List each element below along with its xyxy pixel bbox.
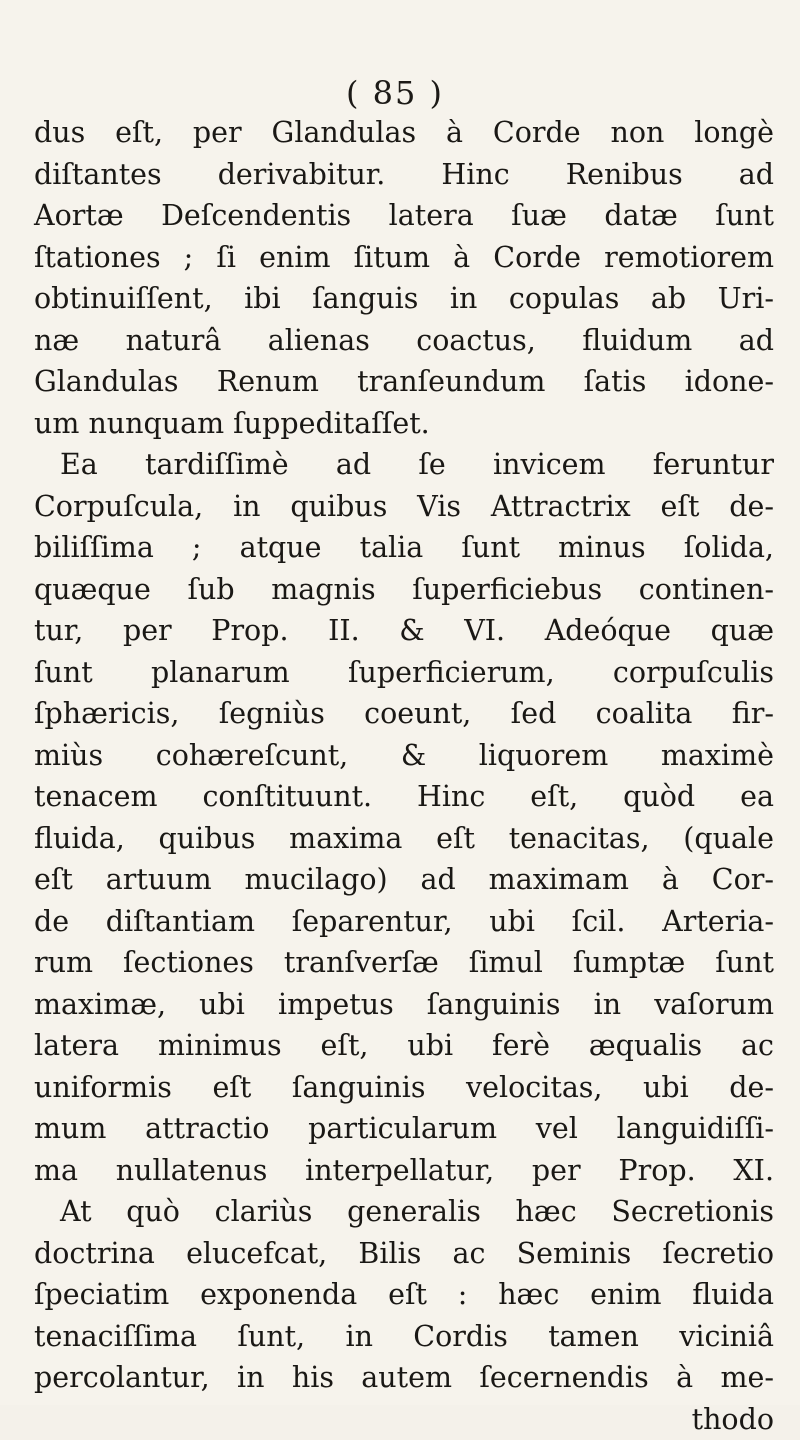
text-line: uniformis eſt ſanguinis velocitas, ubi de- (34, 1067, 774, 1109)
text-line: tenaciſſima ſunt, in Cordis tamen viciniâ (34, 1316, 774, 1358)
text-line: quæque ſub magnis ſuperficiebus continen- (34, 569, 774, 611)
text-line: tur, per Prop. II. & VI. Adeóque quæ (34, 610, 774, 652)
text-line: ſphæricis, ſegniùs coeunt, ſed coalita fir- (34, 693, 774, 735)
text-line: At quò clariùs generalis hæc Secretionis (34, 1191, 774, 1233)
text-line: Corpuſcula, in quibus Vis Attractrix eſt de- (34, 486, 774, 528)
text-line: de diſtantiam ſeparentur, ubi ſcil. Arteria- (34, 901, 774, 943)
text-line: biliſſima ; atque talia ſunt minus ſolida, (34, 527, 774, 569)
text-line: fluida, quibus maxima eſt tenacitas, (quale (34, 818, 774, 860)
body-text (34, 112, 774, 1440)
text-line: næ naturâ alienas coactus, fluidum ad (34, 320, 774, 362)
text-line: doctrina elucefcat, Bilis ac Seminis ſecretio (34, 1233, 774, 1275)
text-line: maximæ, ubi impetus ſanguinis in vaſorum (34, 984, 774, 1026)
text-line: latera minimus eſt, ubi ferè æqualis ac (34, 1025, 774, 1067)
text-line: um nunquam ſuppeditaſſet. (34, 403, 774, 445)
text-line: diſtantes derivabitur. Hinc Renibus ad (34, 154, 774, 196)
text-line: percolantur, in his autem ſecernendis à me- (34, 1357, 774, 1399)
text-line: mum attractio particularum vel languidiſſi- (34, 1108, 774, 1150)
text-line: rum ſectiones tranſverſæ ſimul ſumptæ ſunt (34, 942, 774, 984)
text-line: ma nullatenus interpellatur, per Prop. XI. (34, 1150, 774, 1192)
text-line: ſpeciatim exponenda eſt : hæc enim fluida (34, 1274, 774, 1316)
text-line: dus eſt, per Glandulas à Corde non longè (34, 112, 774, 154)
catchword: thodo (34, 1399, 774, 1440)
text-line: Ea tardiſſimè ad ſe invicem feruntur (34, 444, 774, 486)
text-line: ſtationes ; ſi enim ſitum à Corde remotiorem (34, 237, 774, 279)
text-line: obtinuiſſent, ibi ſanguis in copulas ab Uri- (34, 278, 774, 320)
text-line: ſunt planarum ſuperficierum, corpuſculis (34, 652, 774, 694)
text-line: eſt artuum mucilago) ad maximam à Cor- (34, 859, 774, 901)
page-number: ( 85 ) (0, 74, 790, 112)
text-line: Aortæ Deſcendentis latera ſuæ datæ ſunt (34, 195, 774, 237)
text-line: Glandulas Renum tranſeundum ſatis idone- (34, 361, 774, 403)
text-line: tenacem conſtituunt. Hinc eſt, quòd ea (34, 776, 774, 818)
text-line: miùs cohæreſcunt, & liquorem maximè (34, 735, 774, 777)
